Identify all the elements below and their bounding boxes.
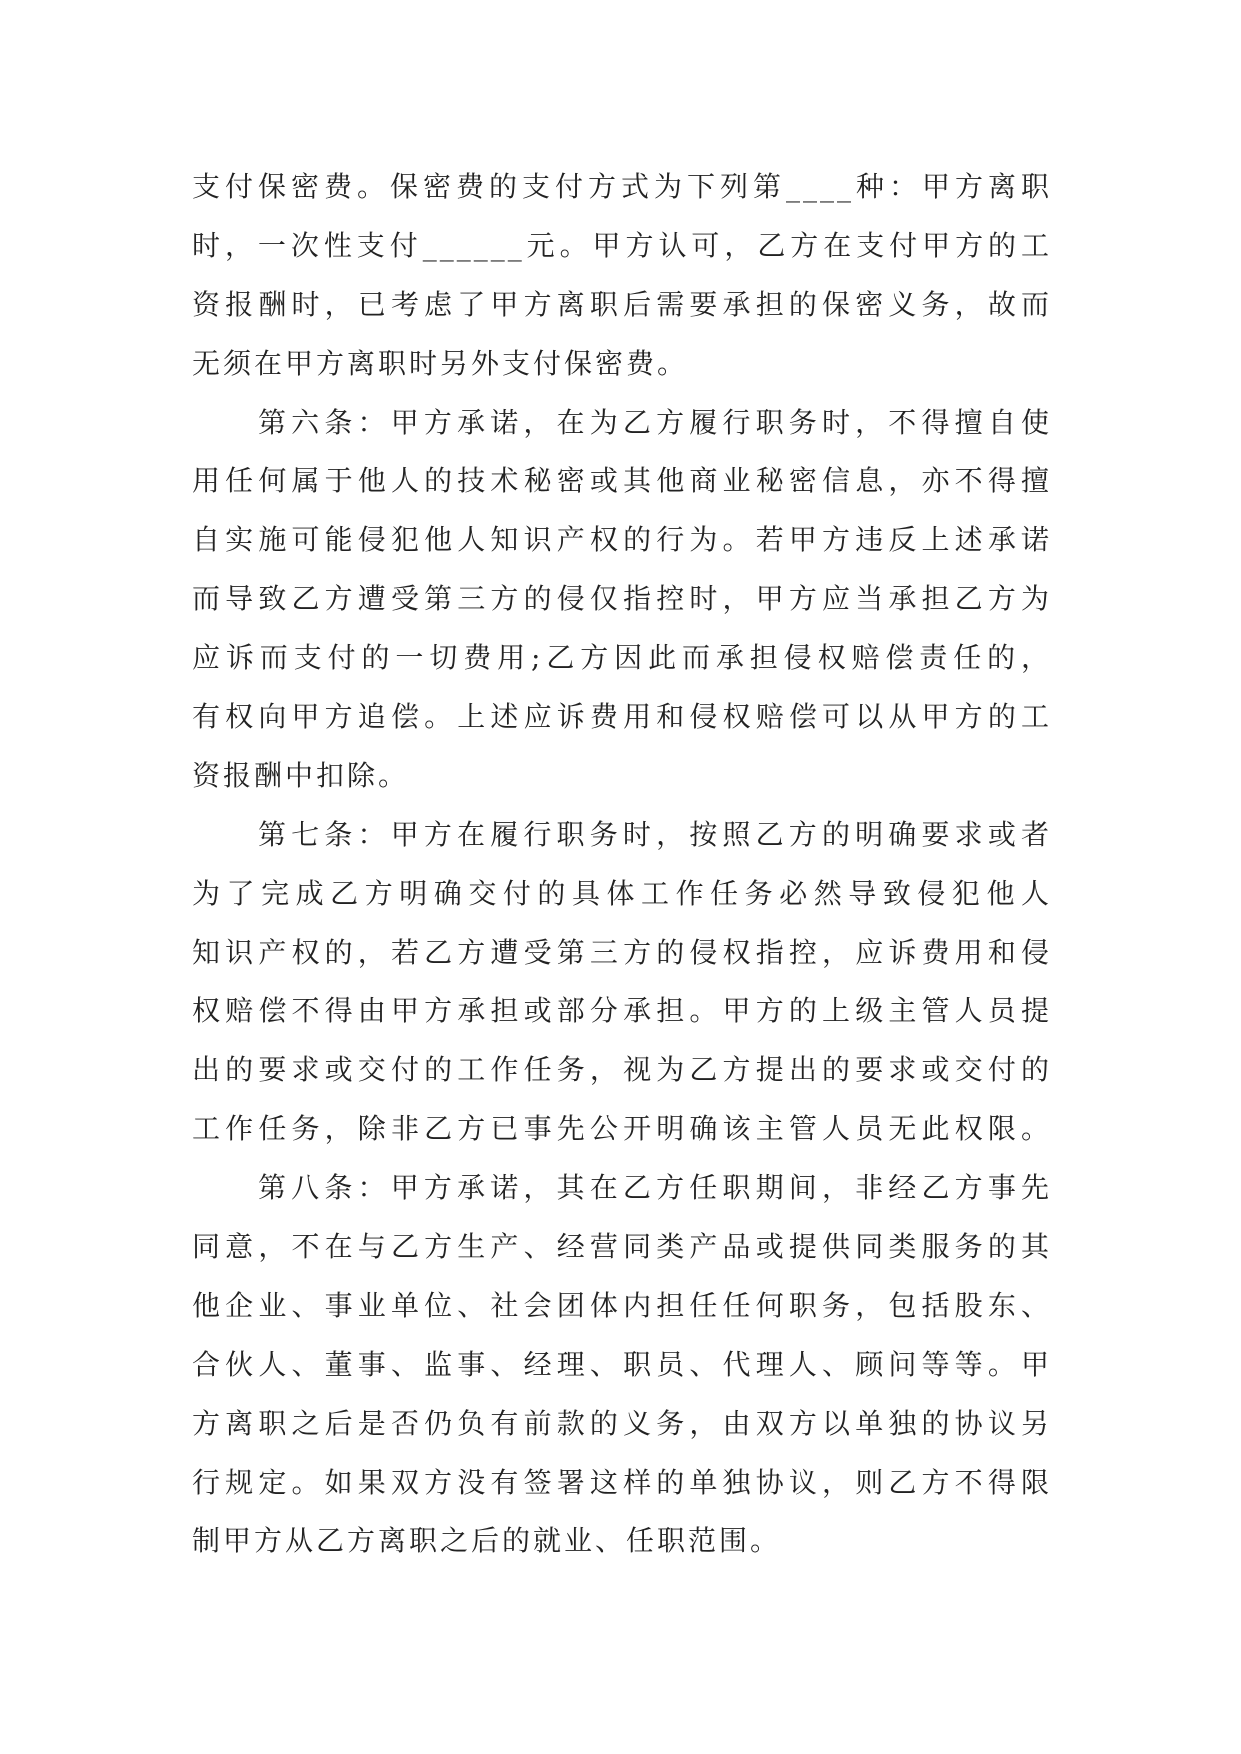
paragraph-line: 工作任务，除非乙方已事先公开明确该主管人员无此权限。 xyxy=(192,1112,1052,1146)
paragraph-line: 应诉而支付的一切费用;乙方因此而承担侵权赔偿责任的， xyxy=(192,641,1052,675)
paragraph-line: 他企业、事业单位、社会团体内担任任何职务，包括股东、 xyxy=(192,1288,1052,1322)
document-body xyxy=(192,158,1052,1571)
paragraph-continued xyxy=(192,158,1052,394)
paragraph-line: 知识产权的，若乙方遭受第三方的侵权指控，应诉费用和侵 xyxy=(192,935,1052,969)
paragraph-line: 而导致乙方遭受第三方的侵仅指控时，甲方应当承担乙方为 xyxy=(192,582,1052,616)
paragraph-line: 自实施可能侵犯他人知识产权的行为。若甲方违反上述承诺 xyxy=(192,523,1052,557)
paragraph-line: 无须在甲方离职时另外支付保密费。 xyxy=(192,346,689,380)
paragraph-article-8 xyxy=(192,1159,1052,1571)
paragraph-line: 同意，不在与乙方生产、经营同类产品或提供同类服务的其 xyxy=(192,1230,1052,1264)
paragraph-line: 第八条：甲方承诺，其在乙方任职期间，非经乙方事先 xyxy=(258,1171,1052,1205)
paragraph-line: 资报酬时，已考虑了甲方离职后需要承担的保密义务，故而 xyxy=(192,287,1052,321)
paragraph-line: 时，一次性支付______元。甲方认可，乙方在支付甲方的工 xyxy=(192,228,1052,262)
paragraph-line: 合伙人、董事、监事、经理、职员、代理人、顾问等等。甲 xyxy=(192,1347,1052,1381)
paragraph-line: 方离职之后是否仍负有前款的义务，由双方以单独的协议另 xyxy=(192,1406,1052,1440)
paragraph-line: 第七条：甲方在履行职务时，按照乙方的明确要求或者 xyxy=(258,817,1052,851)
paragraph-line: 第六条：甲方承诺，在为乙方履行职务时，不得擅自使 xyxy=(258,405,1052,439)
paragraph-line: 制甲方从乙方离职之后的就业、任职范围。 xyxy=(192,1524,782,1558)
paragraph-line: 为了完成乙方明确交付的具体工作任务必然导致侵犯他人 xyxy=(192,876,1052,910)
paragraph-line: 出的要求或交付的工作任务，视为乙方提出的要求或交付的 xyxy=(192,1053,1052,1087)
paragraph-line: 用任何属于他人的技术秘密或其他商业秘密信息，亦不得擅 xyxy=(192,464,1052,498)
paragraph-line: 支付保密费。保密费的支付方式为下列第____种：甲方离职 xyxy=(192,170,1052,203)
paragraph-line: 权赔偿不得由甲方承担或部分承担。甲方的上级主管人员提 xyxy=(192,994,1052,1028)
paragraph-article-7 xyxy=(192,806,1052,1159)
paragraph-line: 行规定。如果双方没有签署这样的单独协议，则乙方不得限 xyxy=(192,1465,1052,1499)
paragraph-article-6 xyxy=(192,394,1052,806)
paragraph-line: 有权向甲方追偿。上述应诉费用和侵权赔偿可以从甲方的工 xyxy=(192,700,1052,734)
paragraph-line: 资报酬中扣除。 xyxy=(192,758,410,792)
